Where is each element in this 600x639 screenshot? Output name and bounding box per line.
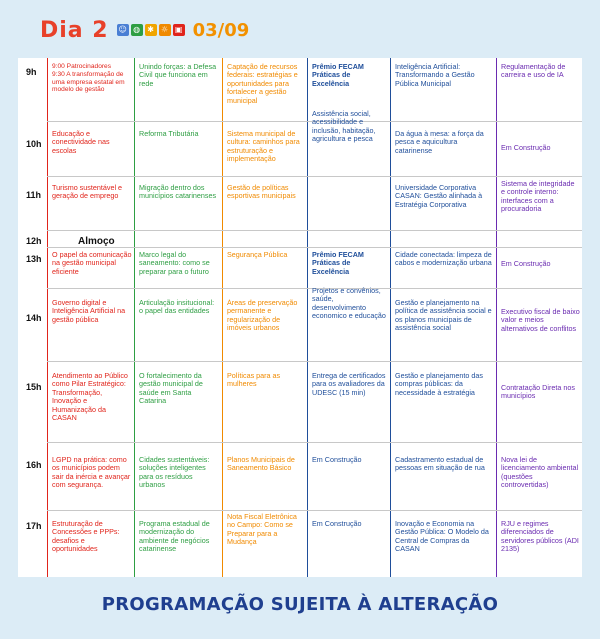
people-icon: ☺ [118, 25, 127, 34]
lunch-label: Almoço [78, 236, 115, 247]
session-cell: Inteligência Artificial: Transformando a Gestão Pública Municipal [395, 63, 475, 88]
session-cell: Migração dentro dos municípios catarinenses [139, 184, 217, 201]
session-cell: O papel da comunicação na gestão municipal eficiente [52, 251, 132, 276]
time-17h: 17h [26, 521, 42, 531]
session-cell: Articulação insitucional: o papel das entidades [139, 299, 215, 316]
session-cell: Estruturação de Concessões e PPPs: desafios e oportunidades [52, 520, 120, 554]
cart-icon: ▣ [173, 24, 185, 36]
session-cell: Planos Municipais de Saneamento Básico [227, 456, 295, 473]
session-cell: Cidades sustentáveis: soluções inteligentes para os resíduos urbanos [139, 456, 210, 490]
time-15h: 15h [26, 382, 42, 392]
divider-orange [222, 58, 223, 577]
session-cell: Executivo fiscal de baixo valor e meios alternativos de conflitos [501, 308, 580, 333]
sun-icon: ☼ [159, 24, 171, 36]
session-cell: Em Construção [501, 260, 551, 268]
session-cell: Projetos e convênios, saúde, desenvolvimento economico e educação [312, 287, 386, 321]
day-title: Dia 2 [40, 17, 109, 43]
session-cell: Governo digital e Inteligência Artificial na gestão pública [52, 299, 126, 324]
time-11h: 11h [26, 190, 42, 200]
session-cell: LGPD na prática: como os municípios podem sair da inércia e avançar com segurança. [52, 456, 131, 490]
session-cell: Nova lei de licenciamento ambiental (questões controvertidas) [501, 456, 579, 490]
globe-icon: ◍ [131, 24, 143, 36]
session-cell: Em Construção [312, 520, 362, 528]
theme-icons [117, 24, 185, 36]
time-16h: 16h [26, 460, 42, 470]
session-cell: Marco legal do saneamento: como se preparar para o futuro [139, 251, 210, 276]
session-cell: 9:00 Patrocinadores 9:30 A transformação de uma empresa estatal em modelo de gestão [52, 63, 125, 94]
session-cell: Entrega de certificados para os avaliadores da UDESC (15 min) [312, 372, 386, 397]
session-cell: Gestão de políticas esportivas municipais [227, 184, 296, 201]
session-cell: Unindo forças: a Defesa Civil que funciona em rede [139, 63, 217, 88]
session-cell: Educação e conectividade nas escolas [52, 130, 110, 155]
gear-icon: ✱ [145, 24, 157, 36]
session-cell: O fortalecimento da gestão municipal de saúde em Santa Catarina [139, 372, 203, 406]
page-header [40, 10, 249, 50]
session-cell: Reforma Tributária [139, 130, 199, 138]
row-divider [47, 510, 582, 511]
session-cell: Nota Fiscal Eletrônica no Campo: Como se Preparar para a Mudança [227, 513, 297, 547]
session-cell: Em Construção [312, 456, 362, 464]
footer-notice: PROGRAMAÇÃO SUJEITA À ALTERAÇÃO [101, 594, 499, 615]
session-cell: Áreas de preservação permanente e regularização de imóveis urbanos [227, 299, 298, 333]
session-cell: Atendimento ao Público como Pilar Estratégico: Transformação, Inovação e Humanização da CASAN [52, 372, 128, 423]
session-cell: Contratação Direta nos municípios [501, 384, 575, 401]
award-title: Prêmio FECAM Práticas de Excelência [312, 63, 364, 88]
time-14h: 14h [26, 313, 42, 323]
time-9h: 9h [26, 67, 37, 77]
session-cell: Gestão e planejamento das compras públicas: da necessidade à estratégia [395, 372, 483, 397]
session-cell: Sistema municipal de cultura: caminhos para estruturação e implementação [227, 130, 300, 164]
row-divider [47, 247, 582, 248]
row-divider [47, 176, 582, 177]
session-cell: Universidade Corporativa CASAN: Gestão alinhada à Estratégia Corporativa [395, 184, 483, 209]
session-cell: Programa estadual de modernização do ambiente de negócios catarinense [139, 520, 210, 554]
row-divider [47, 442, 582, 443]
schedule-table [18, 58, 582, 577]
session-cell: Segurança Pública [227, 251, 288, 259]
row-divider [47, 230, 582, 231]
session-cell: Inovação e Economia na Gestão Pública: O Modelo da Central de Compras da CASAN [395, 520, 489, 554]
session-cell: RJU e regimes diferenciados de servidores públicos (ADI 2135) [501, 520, 579, 554]
session-cell: Da água à mesa: a força da pesca e aquicultura catarinense [395, 130, 484, 155]
session-cell: Sistema de integridade e controle interno: interfaces com a procuradoria [501, 180, 575, 214]
award-title: Prêmio FECAM Práticas de Excelência [312, 251, 364, 276]
session-cell: Políticas para as mulheres [227, 372, 281, 389]
divider-blue [307, 58, 308, 577]
session-cell: Em Construção [501, 144, 551, 152]
session-cell: Cidade conectada: limpeza de cabos e modernização urbana [395, 251, 492, 268]
session-cell: Turismo sustentável e geração de emprego [52, 184, 123, 201]
session-cell: Gestão e planejamento na política de assistência social e os planos municipais de assistência social [395, 299, 492, 333]
divider-green [134, 58, 135, 577]
divider-teal [390, 58, 391, 577]
session-cell: Cadastramento estadual de pessoas em situação de rua [395, 456, 485, 473]
time-13h: 13h [26, 254, 42, 264]
session-cell: Captação de recursos federais: estratégias e oportunidades para fortalecer a gestão municipal [227, 63, 298, 105]
row-divider [47, 361, 582, 362]
session-cell: Regulamentação de carreira e uso de IA [501, 63, 566, 80]
time-10h: 10h [26, 139, 42, 149]
session-cell: Assistência social, acessibilidade e inclusão, habitação, agricultura e pesca [312, 110, 376, 144]
date-label: 03/09 [192, 19, 250, 41]
divider-purple [496, 58, 497, 577]
time-12h: 12h [26, 236, 42, 246]
